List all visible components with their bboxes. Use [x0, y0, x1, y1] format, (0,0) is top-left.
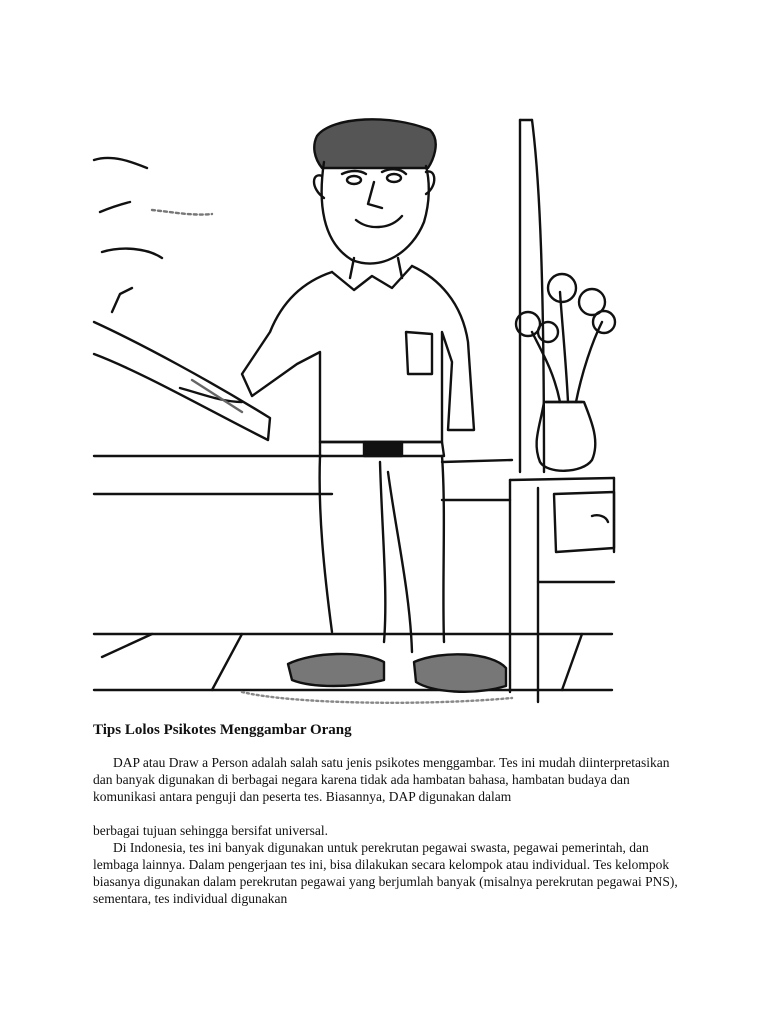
document-body — [93, 754, 683, 907]
paragraph-2: berbagai tujuan sehingga bersifat universal. — [93, 823, 329, 838]
paragraph-1: DAP atau Draw a Person adalah salah satu jenis psikotes menggambar. Tes ini mudah diinterpretasikan dan banyak digunakan di berbagai negara karena tidak ada hambatan bahasa, hambatan budaya dan komunikasi antara penguji dan peserta tes. Biasannya, DAP digunakan dalam — [93, 755, 670, 804]
paragraph-3: Di Indonesia, tes ini banyak digunakan untuk perekrutan pegawai swasta, pegawai pemerintah, dan lembaga lainnya. Dalam pengerjaan tes ini, bisa dilakukan secara kelompok atau individual. Tes kelompok biasanya digunakan dalam perekrutan pegawai yang berjumlah banyak (misalnya perekrutan pegawai PNS), sementara, tes individual digunakan — [93, 840, 678, 906]
page-title: Tips Lolos Psikotes Menggambar Orang — [93, 722, 352, 738]
person-drawing-illustration — [92, 112, 622, 707]
person-drawing-icon — [92, 112, 622, 707]
